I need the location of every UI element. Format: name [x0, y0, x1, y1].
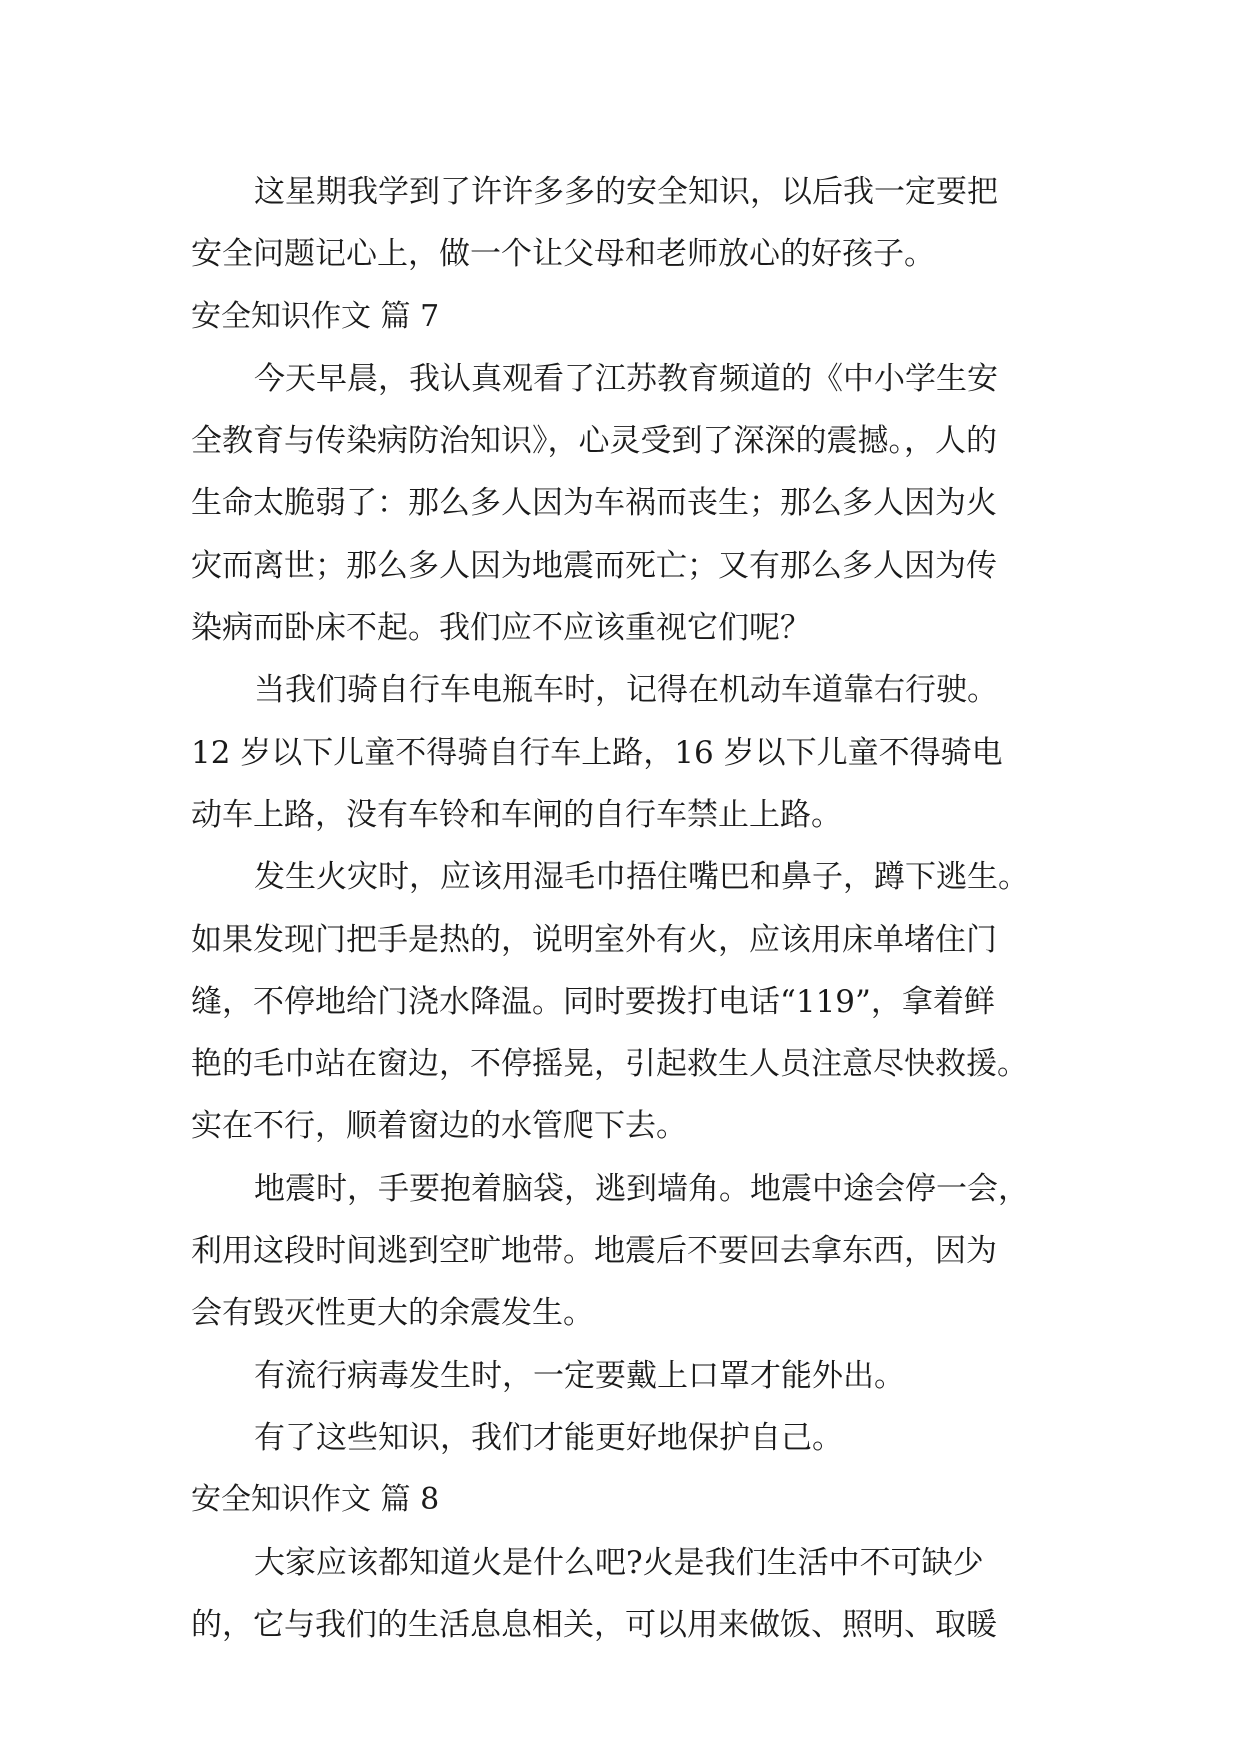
- text-line: 当我们骑自行车电瓶车时，记得在机动车道靠右行驶。: [254, 672, 998, 709]
- paragraph: [191, 1532, 1071, 1657]
- text-line: 艳的毛巾站在窗边，不停摇晃，引起救生人员注意尽快救援。: [191, 1046, 1028, 1083]
- section-heading: 安全知识作文 篇 7: [191, 298, 440, 334]
- text-line: 缝，不停地给门浇水降温。同时要拨打电话“119”，拿着鲜: [191, 983, 995, 1020]
- text-line: 全教育与传染病防治知识》，心灵受到了深深的震撼。，人的: [191, 423, 997, 460]
- text-line: 的，它与我们的生活息息相关，可以用来做饭、照明、取暖: [191, 1606, 997, 1643]
- text-line: 有了这些知识，我们才能更好地保护自己。: [254, 1419, 843, 1456]
- paragraph: [191, 1345, 1071, 1407]
- paragraph: [191, 846, 1071, 1157]
- text-line: 生命太脆弱了：那么多人因为车祸而丧生；那么多人因为火: [191, 485, 997, 522]
- text-line: 有流行病毒发生时，一定要戴上口罩才能外出。: [254, 1357, 905, 1394]
- paragraph: [191, 659, 1071, 846]
- text-line: 今天早晨，我认真观看了江苏教育频道的《中小学生安: [254, 360, 998, 397]
- text-line: 染病而卧床不起。我们应不应该重视它们呢？: [191, 610, 811, 647]
- paragraph: [191, 161, 1071, 286]
- text-line: 发生火灾时，应该用湿毛巾捂住嘴巴和鼻子，蹲下逃生。: [254, 859, 1029, 896]
- text-line: 实在不行，顺着窗边的水管爬下去。: [191, 1108, 687, 1145]
- paragraph: [191, 1407, 1071, 1469]
- paragraph: [191, 348, 1071, 659]
- text-line: 这星期我学到了许许多多的安全知识，以后我一定要把: [254, 174, 998, 210]
- paragraph: [191, 1158, 1071, 1345]
- text-line: 会有毁灭性更大的余震发生。: [191, 1295, 594, 1332]
- document-body: [191, 161, 1071, 1656]
- text-line: 如果发现门把手是热的，说明室外有火，应该用床单堵住门: [191, 921, 997, 958]
- text-line: 地震时，手要抱着脑袋，逃到墙角。地震中途会停一会，: [254, 1170, 1029, 1207]
- text-line: 利用这段时间逃到空旷地带。地震后不要回去拿东西，因为: [191, 1233, 997, 1270]
- text-line: 灾而离世；那么多人因为地震而死亡；又有那么多人因为传: [191, 547, 997, 584]
- text-line: 安全问题记心上，做一个让父母和老师放心的好孩子。: [191, 236, 935, 273]
- text-line: 动车上路，没有车铃和车闸的自行车禁止上路。: [191, 796, 842, 833]
- text-line: 大家应该都知道火是什么吧?火是我们生活中不可缺少: [254, 1544, 984, 1581]
- text-line: 12 岁以下儿童不得骑自行车上路，16 岁以下儿童不得骑电: [191, 734, 1003, 771]
- section-heading: 安全知识作文 篇 8: [191, 1482, 440, 1518]
